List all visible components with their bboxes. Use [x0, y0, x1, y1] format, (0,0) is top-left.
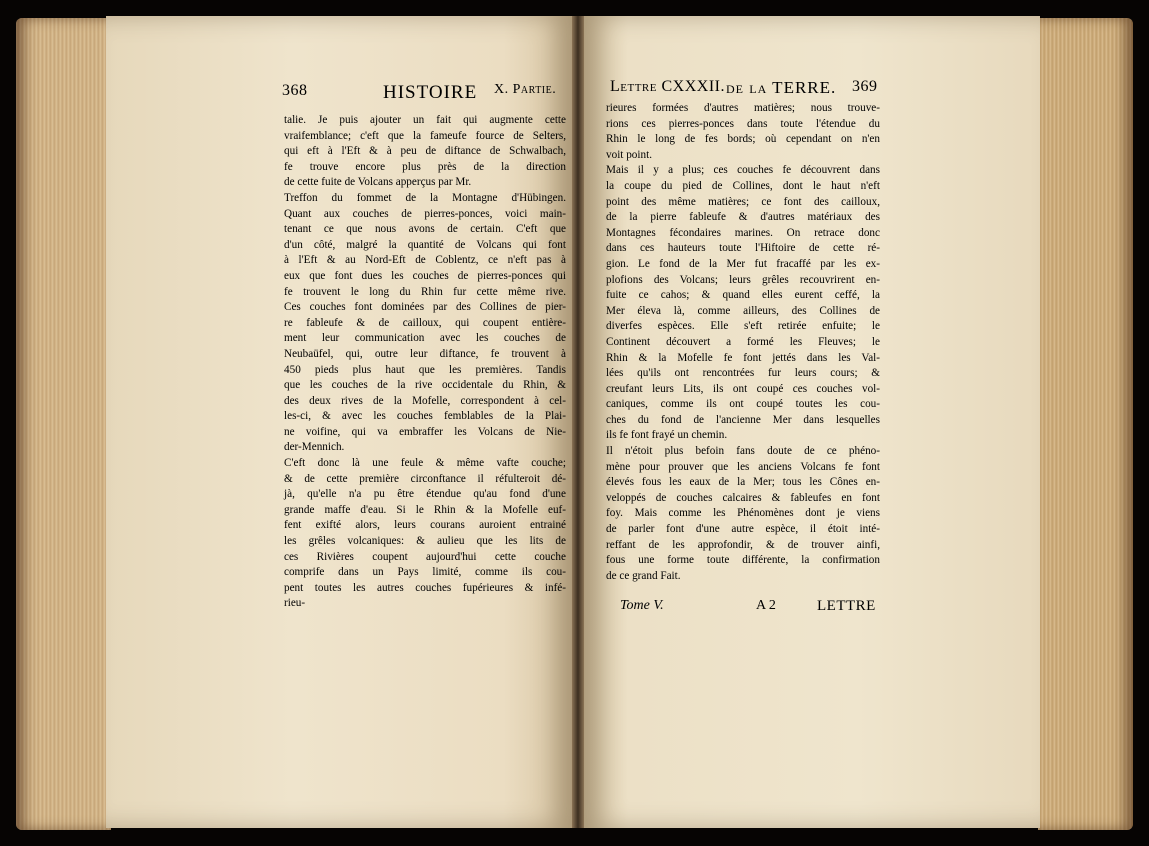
left-page-edges: [16, 18, 111, 830]
left-body-line: tenant ce que nous avons de certain. C'eft que: [284, 223, 566, 236]
left-body-line: les grêles volcaniques: & aulieu que les lits de: [284, 535, 566, 548]
right-body-line: Mais il y a plus; ces couches fe découvrent dans: [606, 164, 880, 177]
left-body-line: C'eft donc là une feule & même vafte couche;: [284, 457, 566, 470]
left-page-number: 368: [282, 82, 308, 99]
right-body-line: voit point.: [606, 148, 652, 161]
left-body-line: ment leur communication avec les couches de: [284, 332, 566, 345]
right-body-line: de ce grand Fait.: [606, 569, 681, 582]
right-body-line: veloppés de couches calcaires & fableufes en font: [606, 491, 880, 504]
left-page-body: [284, 113, 566, 612]
right-body-line: Montagnes fécondaires marines. On retrace donc: [606, 226, 880, 239]
left-body-line: fent exifté alors, leurs courans auroient entrainé: [284, 519, 566, 532]
left-body-line: d'un côté, malgré la quantité de Volcans qui font: [284, 238, 566, 251]
right-body-line: reffant de les approfondir, & de trouver ainfi,: [606, 538, 880, 551]
left-body-line: ne voifine, qui va embraffer les Volcans de Nie-: [284, 425, 566, 438]
left-part-label: X. Partie.: [494, 82, 557, 97]
right-running-title: de la TERRE.: [726, 78, 837, 97]
right-body-line: élevés fous les eaux de la Mer; tous les Cônes en-: [606, 476, 880, 489]
left-running-title: HISTOIRE: [383, 82, 478, 103]
left-body-line: & de cette première circonftance il réfulteroit dé-: [284, 472, 566, 485]
left-body-line: ces Rivières coupent aujourd'hui cette couche: [284, 550, 566, 563]
right-body-line: ils fe font frayé un chemin.: [606, 429, 728, 442]
right-page-edges: [1038, 18, 1133, 830]
right-body-line: rions ces pierres-ponces dans toute l'étendue du: [606, 117, 880, 130]
right-body-line: caniques, comme ils ont coupé toutes les cou-: [606, 398, 880, 411]
left-body-line: fe trouvent le long du Rhin fur cette même rive.: [284, 285, 566, 298]
right-body-line: Rhin & la Mofelle fe font jettés dans les Val-: [606, 351, 880, 364]
right-body-line: Continent découvert a formé les Fleuves; le: [606, 335, 880, 348]
right-page-number: 369: [852, 78, 878, 95]
left-body-line: grande maffe d'eau. Si le Rhin & la Mofelle euf-: [284, 503, 566, 516]
right-body-line: plofions des Volcans; leurs grêles recouvrirent en-: [606, 273, 880, 286]
left-body-line: der-Mennich.: [284, 441, 345, 454]
right-body-line: rieures formées d'autres matières; nous trouve-: [606, 102, 880, 114]
book-gutter: [572, 16, 584, 828]
left-body-line: des deux rives de la Mofelle, correspondent à cel-: [284, 394, 566, 407]
footer-volume: Tome V.: [620, 598, 664, 613]
right-body-line: ches du fond de l'ancienne Mer dans lesquelles: [606, 413, 880, 426]
right-letter-label: Lettre CXXXII.: [610, 78, 725, 95]
right-body-line: fous une forme toute différente, la confirmation: [606, 554, 880, 567]
right-body-line: de parler font d'une autre espèce, il étoit inté-: [606, 523, 880, 536]
left-body-line: Neubaüfel, qui, outre leur diftance, fe trouvent à: [284, 347, 566, 360]
left-body-line: fe trouve encore plus près de la direction: [284, 160, 566, 173]
left-body-line: Quant aux couches de pierres-ponces, voici main-: [284, 207, 566, 220]
left-body-line: vraifemblance; c'eft que la fameufe fource de Selters,: [284, 129, 566, 142]
left-body-line: 450 pieds plus haut que les premières. Tandis: [284, 363, 566, 376]
left-body-line: de cette fuite de Volcans apperçus par Mr.: [284, 176, 472, 189]
left-body-line: les-ci, & avec les couches femblables de la Plai-: [284, 410, 566, 423]
right-body-line: Mer éleva là, comme ailleurs, des Collines de: [606, 304, 880, 317]
right-body-line: lées qu'ils ont rencontrées fur leurs cours; &: [606, 367, 880, 380]
right-page-body: [606, 101, 880, 584]
left-body-line: talie. Je puis ajouter un fait qui augmente cette: [284, 114, 566, 126]
right-body-line: creufant leurs Lits, ils ont coupé ces couches vol-: [606, 382, 880, 395]
right-body-line: point des même matières; ce font des cailloux,: [606, 195, 880, 208]
right-body-line: Rhin le long de fes bords; où cependant on n'en: [606, 133, 880, 146]
left-body-line: à l'Eft & au Nord-Eft de Coblentz, ce n'eft pas à: [284, 254, 566, 267]
left-body-line: que les couches de la rive occidentale du Rhin, &: [284, 379, 566, 392]
right-body-line: mène pour prouver que les anciens Volcans fe font: [606, 460, 880, 473]
right-body-line: Il n'étoit plus befoin fans doute de ce phéno-: [606, 445, 880, 458]
footer-catchword: LETTRE: [817, 598, 876, 614]
right-body-line: la coupe du pied de Collines, dont le haut n'eft: [606, 179, 880, 192]
left-body-line: eux que font dues les couches de pierres-ponces qui: [284, 269, 566, 282]
left-body-line: rieu-: [284, 597, 306, 610]
left-body-line: comprife dans un Pays limité, comme ils cou-: [284, 566, 566, 579]
right-body-line: fuite ce cahos; & quand elles eurent ceffé, la: [606, 289, 880, 302]
right-body-line: diverfes espèces. Elle s'eft retirée enfuite; le: [606, 320, 880, 333]
right-body-line: foy. Mais comme les Phénomènes dont je viens: [606, 507, 880, 520]
right-body-line: gion. Le fond de la Mer fut fracaffé par les ex-: [606, 257, 880, 270]
left-body-line: jà, qu'elle n'a pu être étendue qu'au fond d'une: [284, 488, 566, 501]
left-body-line: pent toutes les autres couches fupérieures & infé-: [284, 581, 566, 594]
left-body-line: qui eft à l'Eft & à peu de diftance de Schwalbach,: [284, 145, 566, 158]
footer-signature: A 2: [756, 598, 776, 613]
right-body-line: dans ces hauteurs toute l'Hiftoire de cette ré-: [606, 242, 880, 255]
left-body-line: re fableufe & de cailloux, qui coupent entière-: [284, 316, 566, 329]
left-body-line: Ces couches font dominées par des Collines de pier-: [284, 301, 566, 314]
right-body-line: de la pierre fableufe & d'autres matériaux des: [606, 211, 880, 224]
left-body-line: Treffon du fommet de la Montagne d'Hübingen.: [284, 191, 566, 204]
